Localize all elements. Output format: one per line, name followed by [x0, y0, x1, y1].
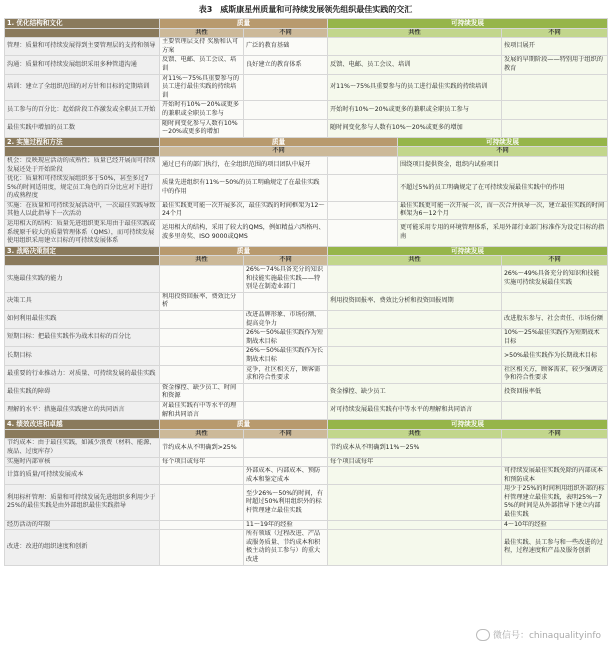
subheader-blank — [5, 256, 160, 266]
quality-common-cell — [160, 347, 244, 365]
sustain-common-cell — [328, 329, 502, 347]
common-label: 共性 — [328, 429, 502, 439]
sustain-common-cell: 开始时有10%～20%或更多的兼职或全职员工参与 — [328, 101, 502, 119]
quality-diff-cell: 竞争，社区相关方，顾客需求和符合性要求 — [244, 365, 328, 383]
quality-common-cell — [160, 467, 244, 485]
table-row — [5, 457, 608, 467]
sustain-diff-cell: 社区相关方，顾客需求，较少强调竞争和符合性要求 — [502, 365, 608, 383]
quality-common-cell — [160, 485, 244, 520]
diff-label: 不同 — [244, 28, 328, 38]
table-row — [5, 485, 608, 520]
row-label: 运用相大的结构：质量先进组织更采用由于最佳实践或系统原千较大的质量管理体系（QMS），而可持续发展使用组织采用建立目标的可持续发展体系 — [5, 220, 160, 247]
section-header — [5, 137, 608, 147]
table-row — [5, 520, 608, 530]
table-row — [5, 365, 608, 383]
subheader-blank — [5, 28, 160, 38]
sustain-common-cell: 对可持续发展最佳实践有中等水平的理解和共同语言 — [328, 401, 502, 419]
quality-header: 质量 — [160, 246, 328, 256]
quality-common-cell: 节约成本从不明确到>25% — [160, 439, 244, 457]
subheader-row — [5, 28, 608, 38]
row-label: 培训：建立了全组织范围的对方针和目标的定期培训 — [5, 74, 160, 101]
table-row — [5, 292, 608, 310]
sustain-common-cell: 每个项目或每年 — [328, 457, 502, 467]
quality-diff-cell — [244, 101, 328, 119]
quality-common-cell — [160, 329, 244, 347]
row-label: 计算的质量/可持续发展成本 — [5, 467, 160, 485]
common-label: 共性 — [160, 256, 244, 266]
sustainability-header: 可持续发展 — [328, 19, 608, 29]
quality-common-cell: 对11%～75%具重要参与的员工进行最佳实践的持续培训 — [160, 74, 244, 101]
sustain-diff-cell: 可持续发展最佳实践免除的内部成本和预防成本 — [502, 467, 608, 485]
sustain-diff-cell: 更可能采用专用的环境管理体系，采用外部行业部门标准作为设定目标的指南 — [398, 220, 608, 247]
quality-extra-cell — [328, 220, 398, 247]
sustain-diff-cell — [502, 401, 608, 419]
table-row — [5, 467, 608, 485]
quality-extra-cell — [328, 175, 398, 202]
quality-diff-cell — [244, 119, 328, 137]
sustain-diff-cell — [502, 292, 608, 310]
quality-header: 质量 — [160, 420, 328, 430]
table-row — [5, 383, 608, 401]
quality-common-cell: 随时间变化参与人数有10%～20%或更多的增加 — [160, 119, 244, 137]
sustain-diff-cell — [502, 101, 608, 119]
sustain-diff-cell — [502, 74, 608, 101]
common-label: 共性 — [328, 256, 502, 266]
diff-label: 不同 — [244, 256, 328, 266]
sustain-common-cell — [328, 365, 502, 383]
practice-table — [4, 18, 608, 566]
table-row — [5, 266, 608, 293]
sustain-common-cell — [328, 530, 502, 565]
sustain-diff-cell — [502, 119, 608, 137]
table-row — [5, 156, 608, 174]
quality-diff-cell: 11～19年的经验 — [244, 520, 328, 530]
sustain-diff-cell: 最佳实践、员工参与和一些改进的过程，过程速度和产品及服务创新 — [502, 530, 608, 565]
table-title: 表3 威斯康星州质量和可持续发展领先组织最佳实践的交汇 — [198, 5, 413, 14]
wechat-icon — [476, 629, 490, 641]
diff-label: 不同 — [244, 429, 328, 439]
row-label: 最佳实践的障碍 — [5, 383, 160, 401]
row-label: 沟通：质量和可持续发展组织采用多种管道沟通 — [5, 56, 160, 74]
table-row — [5, 101, 608, 119]
section-title: 1. 优化结构和文化 — [5, 19, 160, 29]
sustain-common-cell — [328, 520, 502, 530]
sustain-diff-cell: 发展的早期阶段——特别用于组织的教育 — [502, 56, 608, 74]
diff-label: 不同 — [502, 256, 608, 266]
quality-common-cell: 对最佳实践有中等水平的理解和共同语言 — [160, 401, 244, 419]
row-label: 员工参与的百分比：起始阶段工作激发或全职员工开始 — [5, 101, 160, 119]
sustain-diff-cell: 4～10年的经验 — [502, 520, 608, 530]
section-header — [5, 246, 608, 256]
diff-label: 不同 — [160, 147, 398, 157]
quality-diff-cell — [244, 439, 328, 457]
quality-diff-cell: 26%～50%最佳实践作为短期战术目标 — [244, 329, 328, 347]
sustain-diff-cell: 按项目展开 — [502, 38, 608, 56]
row-label: 如何利用最佳实践 — [5, 311, 160, 329]
subheader-blank — [5, 429, 160, 439]
table-row — [5, 329, 608, 347]
quality-diff-cell: 良好建立的教育体系 — [244, 56, 328, 74]
quality-diff-cell: 广泛的教育基础 — [244, 38, 328, 56]
section-title: 3. 战略决策制定 — [5, 246, 160, 256]
sustain-common-cell — [328, 485, 502, 520]
section-header — [5, 19, 608, 29]
quality-diff-cell: 质量先进组织有11%～50%的员工明确规定了在最佳实践中的作用 — [160, 175, 328, 202]
sustain-diff-cell: 最佳实践更可能一次开展一次，而一次合并执导一次，建立最佳实践的时间框架为6～12个月 — [398, 201, 608, 219]
table-row — [5, 201, 608, 219]
quality-diff-cell: 改进品牌形象、市场份额、提高竞争力 — [244, 311, 328, 329]
row-label: 改进：改进的组织速度和创新 — [5, 530, 160, 565]
table-row — [5, 74, 608, 101]
quality-common-cell — [160, 530, 244, 565]
table-row — [5, 530, 608, 565]
quality-diff-cell: 所有领域（过程改进、产品或服务质量、节约成本和积极主动的员工参与）的重大改进 — [244, 530, 328, 565]
quality-common-cell: 资金撑控、缺少员工、时间和资源 — [160, 383, 244, 401]
row-label: 最佳实践中增加的员工数 — [5, 119, 160, 137]
diff-label: 不同 — [398, 147, 608, 157]
sustainability-header: 可持续发展 — [328, 420, 608, 430]
quality-diff-cell: 最佳实践更可能一次开展多次，最佳实践的时间框架为12～24个月 — [160, 201, 328, 219]
sustain-common-cell: 随时间变化参与人数有10%～20%或更多的增加 — [328, 119, 502, 137]
sustain-diff-cell — [502, 457, 608, 467]
quality-diff-cell — [244, 401, 328, 419]
row-label: 管理：质量和可持续发展得到主要管理层的支持和领导 — [5, 38, 160, 56]
common-label: 共性 — [160, 28, 244, 38]
row-label: 理解的水平：措施最佳实践建立的共同语言 — [5, 401, 160, 419]
watermark: 微信号：chinaqualityinfo — [476, 628, 601, 642]
table-row — [5, 38, 608, 56]
quality-diff-cell — [244, 292, 328, 310]
row-label: 经历活动的年限 — [5, 520, 160, 530]
section-title: 2. 实施过程和方法 — [5, 137, 160, 147]
row-label: 长期目标 — [5, 347, 160, 365]
quality-diff-cell: 至少26%～50%的时间，有时超过50%利用组织外的标杆管理建立最佳实践 — [244, 485, 328, 520]
section-header — [5, 420, 608, 430]
row-label: 节约成本：由于最佳实践，如减少浪费（材料、能源、废品、过度库存） — [5, 439, 160, 457]
sustain-common-cell: 资金撑控、缺少员工 — [328, 383, 502, 401]
sustain-common-cell — [328, 467, 502, 485]
sustain-common-cell: 对11%～75%具重要参与的员工进行最佳实践的持续培训 — [328, 74, 502, 101]
sustain-diff-cell: 26%～49%具备充分的知识和技能实施可持续发展最佳实践 — [502, 266, 608, 293]
quality-common-cell: 主要管理层支持 奖励和认可方案 — [160, 38, 244, 56]
quality-diff-cell: 26%～74%具备充分的知识和技能实施最佳实践——特别是在制造业部门 — [244, 266, 328, 293]
sustain-diff-cell: 10%～25%最佳实践作为短期战术目标 — [502, 329, 608, 347]
quality-common-cell: 每个项目或每年 — [160, 457, 244, 467]
row-label: 实施最佳实践的能力 — [5, 266, 160, 293]
sustain-common-cell: 反馈、电邮、员工会议、培训 — [328, 56, 502, 74]
quality-extra-cell — [328, 156, 398, 174]
quality-diff-cell: 运用相大的结构，采用了较大的QMS，例如精益六西格玛、波多里奇奖、ISO 9000或QMS — [160, 220, 328, 247]
sustain-diff-cell — [502, 439, 608, 457]
common-label: 共性 — [160, 429, 244, 439]
table-row — [5, 56, 608, 74]
quality-common-cell — [160, 365, 244, 383]
table-row — [5, 439, 608, 457]
sustain-diff-cell: 围绕项目提供资金，组织内试验项目 — [398, 156, 608, 174]
quality-diff-cell: 通过已有的部门执行，在全组织范围的项目团队中展开 — [160, 156, 328, 174]
sustain-common-cell — [328, 38, 502, 56]
sustainability-header: 可持续发展 — [398, 137, 608, 147]
sustain-diff-cell: >50%最佳实践作为长期战术目标 — [502, 347, 608, 365]
table-row — [5, 311, 608, 329]
row-label: 最重要的行业推动力：对质量、可持续发展的最佳实践 — [5, 365, 160, 383]
quality-common-cell — [160, 311, 244, 329]
diff-label: 不同 — [502, 429, 608, 439]
row-label: 决策工具 — [5, 292, 160, 310]
sustain-common-cell — [328, 266, 502, 293]
quality-diff-cell: 外部成本、内部成本、预防成本和鉴定成本 — [244, 467, 328, 485]
quality-diff-cell — [244, 457, 328, 467]
row-label: 短期目标：把最佳实践作为战术目标的百分比 — [5, 329, 160, 347]
subheader-blank — [5, 147, 160, 157]
sustain-common-cell — [328, 347, 502, 365]
row-label: 优化：质量和可持续发展组织多于50%，甚至多过75%的时间适用度，规定员工角色的百分比应对下进行的成熟程度 — [5, 175, 160, 202]
quality-extra-cell — [328, 201, 398, 219]
sustain-common-cell: 节约成本从不明确到11%～25% — [328, 439, 502, 457]
quality-common-cell: 反馈、电邮、员工会议、培训 — [160, 56, 244, 74]
quality-diff-cell — [244, 74, 328, 101]
quality-diff-cell — [244, 383, 328, 401]
sustain-diff-cell: 不超过5%的员工明确规定了在可持续发展最佳实践中的作用 — [398, 175, 608, 202]
sustain-diff-cell: 投资回报率低 — [502, 383, 608, 401]
sustain-common-cell — [328, 311, 502, 329]
table-row — [5, 175, 608, 202]
sustain-diff-cell: 用少于25%的时间利用组织外部的标杆管理建立最佳实践，表明25%～75%的时间是从外部指导下建立内部最佳实践 — [502, 485, 608, 520]
quality-common-cell — [160, 266, 244, 293]
table-row — [5, 347, 608, 365]
sustain-diff-cell: 改进股东参与、社会责任、市场份额 — [502, 311, 608, 329]
subheader-row — [5, 429, 608, 439]
table-row — [5, 220, 608, 247]
subheader-row — [5, 256, 608, 266]
row-label: 实施时内部审核 — [5, 457, 160, 467]
table-row — [5, 119, 608, 137]
row-label: 机会：反映现应活动的成熟性；质量已经开展而可持续发展还处于开始阶段 — [5, 156, 160, 174]
quality-common-cell — [160, 520, 244, 530]
quality-common-cell: 开始时有10%～20%或更多的兼职或全职员工参与 — [160, 101, 244, 119]
common-label: 共性 — [328, 28, 502, 38]
table-row — [5, 401, 608, 419]
quality-diff-cell: 26%～50%最佳实践作为长期战术目标 — [244, 347, 328, 365]
section-title: 4. 绩效改进和卓越 — [5, 420, 160, 430]
subheader-row — [5, 147, 608, 157]
sustainability-header: 可持续发展 — [328, 246, 608, 256]
quality-header: 质量 — [160, 19, 328, 29]
quality-common-cell: 利用投资回报率、费效比分析 — [160, 292, 244, 310]
quality-header: 质量 — [160, 137, 398, 147]
row-label: 实施：在质量和可持续发展活动中，一次最佳实践导致其他人以此指导下一次活动 — [5, 201, 160, 219]
diff-label: 不同 — [502, 28, 608, 38]
sustain-common-cell: 利用投资回报率、费效比分析和投资回报周期 — [328, 292, 502, 310]
row-label: 利用标杆管理：质量和可持续发展先进组织多利用少于25%的最佳实践是由外部组织最佳实践指导 — [5, 485, 160, 520]
